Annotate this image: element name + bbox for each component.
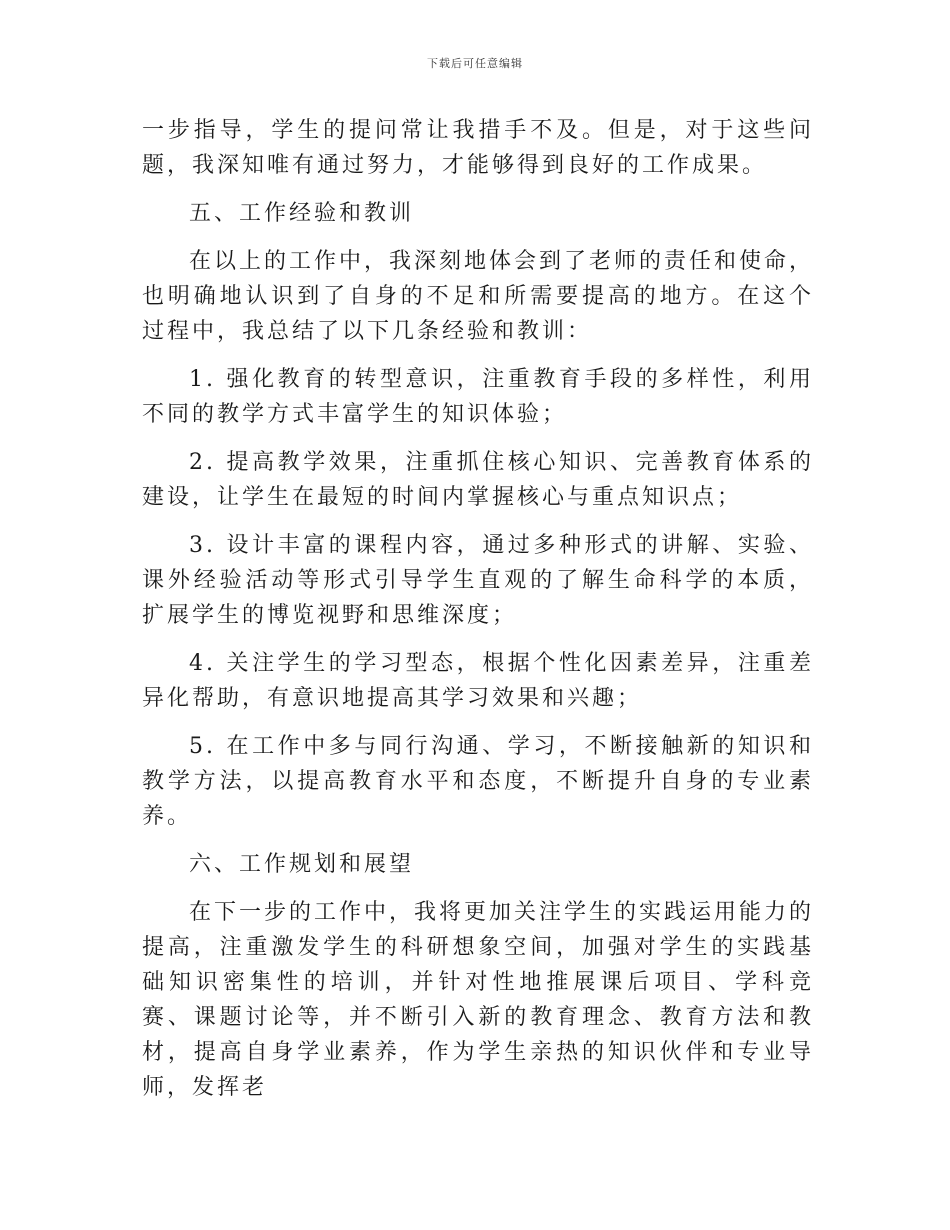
list-item-4: 4. 关注学生的学习型态，根据个性化因素差异，注重差异化帮助，有意识地提高其学习效果和兴趣； [142, 651, 814, 711]
paragraph-plan: 在下一步的工作中，我将更加关注学生的实践运用能力的提高，注重激发学生的科研想象空间，加强对学生的实践基础知识密集性的培训，并针对性地推展课后项目、学科竞赛、课题讨论等，并不断引入新的教育理念、教育方法和教材，提高自身学业素养，作为学生亲热的知识伙伴和专业导师，发挥老 [142, 900, 815, 1100]
section-heading-6: 六、工作规划和展望 [189, 852, 415, 877]
list-item-2: 2. 提高教学效果，注重抓住核心知识、完善教育体系的建设，让学生在最短的时间内掌握核心与重点知识点； [142, 450, 814, 510]
list-item-1: 1. 强化教育的转型意识，注重教育手段的多样性，利用不同的教学方式丰富学生的知识体验； [142, 367, 814, 427]
list-item-3: 3. 设计丰富的课程内容，通过多种形式的讲解、实验、课外经验活动等形式引导学生直观的了解生命科学的本质，扩展学生的博览视野和思维深度； [142, 533, 814, 628]
page-header-note: 下载后可任意编辑 [427, 57, 523, 70]
list-item-5: 5. 在工作中多与同行沟通、学习，不断接触新的知识和教学方法，以提高教育水平和态度，不断提升自身的专业素养。 [142, 734, 814, 829]
document-body [142, 113, 814, 1105]
paragraph-continuation: 一步指导，学生的提问常让我措手不及。但是，对于这些问题，我深知唯有通过努力，才能够得到良好的工作成果。 [142, 118, 814, 178]
paragraph-intro: 在以上的工作中，我深刻地体会到了老师的责任和使命，也明确地认识到了自身的不足和所需要提高的地方。在这个过程中，我总结了以下几条经验和教训： [142, 249, 815, 344]
section-heading-5: 五、工作经验和教训 [189, 201, 415, 226]
